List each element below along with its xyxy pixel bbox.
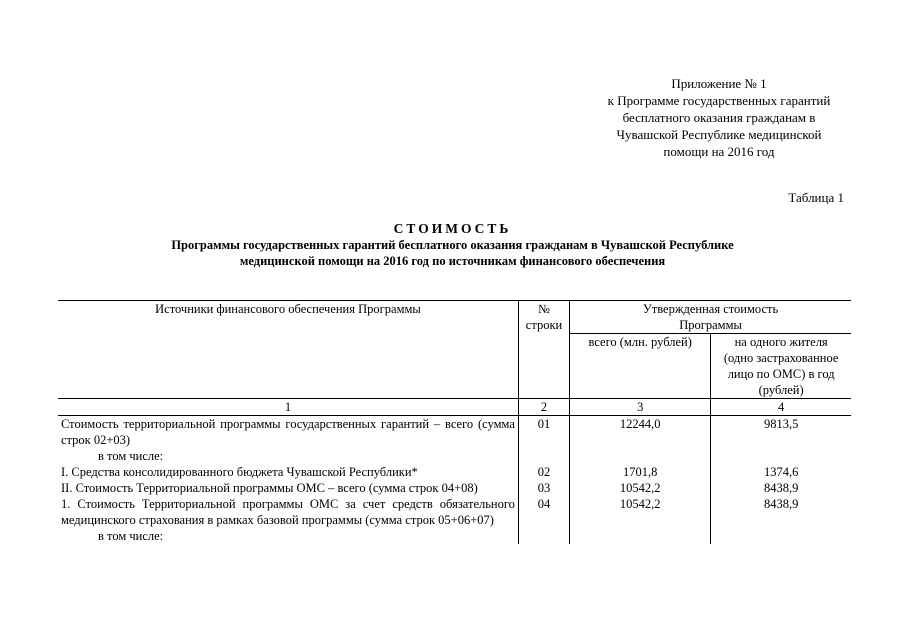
row-line-number: 03 xyxy=(518,480,569,496)
table-row xyxy=(58,416,851,449)
header-row-number xyxy=(518,301,569,399)
row-total: 10542,2 xyxy=(570,480,711,496)
column-number: 4 xyxy=(711,399,851,416)
row-line-number: 02 xyxy=(518,464,569,480)
appendix-line: к Программе государственных гарантий xyxy=(607,93,831,108)
header-total: всего (млн. рублей) xyxy=(570,334,711,399)
appendix-line: помощи на 2016 год xyxy=(663,144,775,159)
row-per-capita: 9813,5 xyxy=(711,416,851,449)
row-total xyxy=(570,448,711,464)
header-text: на одного жителя xyxy=(734,335,828,349)
header-text: Программы xyxy=(679,318,742,332)
header-text: № xyxy=(538,302,550,316)
row-name: Стоимость территориальной программы государственных гарантий – всего (сумма строк 02+03) xyxy=(58,416,518,449)
row-per-capita: 1374,6 xyxy=(711,464,851,480)
appendix-note xyxy=(590,75,848,160)
row-per-capita xyxy=(711,448,851,464)
row-line-number: 04 xyxy=(518,496,569,528)
row-name: 1. Стоимость Территориальной программы ОМС за счет средств обязательного медицинского страхования в рамках базовой программы (сумма строк 05+06+07) xyxy=(58,496,518,528)
table-row xyxy=(58,448,851,464)
appendix-line: Приложение № 1 xyxy=(671,76,767,91)
cost-table xyxy=(58,300,851,544)
subtitle-line: медицинской помощи на 2016 год по источникам финансового обеспечения xyxy=(239,254,666,268)
row-line-number xyxy=(518,528,569,544)
appendix-line: бесплатного оказания гражданам в xyxy=(622,110,816,125)
row-per-capita xyxy=(711,528,851,544)
document-title: СТОИМОСТЬ xyxy=(393,221,512,236)
row-per-capita: 8438,9 xyxy=(711,496,851,528)
row-total: 10542,2 xyxy=(570,496,711,528)
row-line-number xyxy=(518,448,569,464)
table-row xyxy=(58,528,851,544)
header-source: Источники финансового обеспечения Программы xyxy=(58,301,518,399)
header-approved-cost xyxy=(570,301,851,334)
header-text: (рублей) xyxy=(758,383,804,397)
appendix-line: Чувашской Республике медицинской xyxy=(616,127,822,142)
row-total: 1701,8 xyxy=(570,464,711,480)
header-text: (одно застрахованное xyxy=(723,351,839,365)
header-text: Утвержденная стоимость xyxy=(642,302,779,316)
header-per-resident xyxy=(711,334,851,399)
table-row xyxy=(58,464,851,480)
row-name: I. Средства консолидированного бюджета Чувашской Республики* xyxy=(58,464,518,480)
header-text: лицо по ОМС) в год xyxy=(727,367,835,381)
table-row xyxy=(58,496,851,528)
document-subtitle xyxy=(120,237,785,269)
row-name: в том числе: xyxy=(58,528,518,544)
row-name: в том числе: xyxy=(58,448,518,464)
row-total xyxy=(570,528,711,544)
table-row xyxy=(58,480,851,496)
row-per-capita: 8438,9 xyxy=(711,480,851,496)
row-line-number: 01 xyxy=(518,416,569,449)
subtitle-line: Программы государственных гарантий бесплатного оказания гражданам в Чувашской Республике xyxy=(171,238,734,252)
table-label: Таблица 1 xyxy=(788,190,844,205)
header-text: строки xyxy=(525,318,563,332)
row-name: II. Стоимость Территориальной программы ОМС – всего (сумма строк 04+08) xyxy=(58,480,518,496)
row-total: 12244,0 xyxy=(570,416,711,449)
column-number: 2 xyxy=(518,399,569,416)
column-number: 1 xyxy=(58,399,518,416)
column-number: 3 xyxy=(570,399,711,416)
